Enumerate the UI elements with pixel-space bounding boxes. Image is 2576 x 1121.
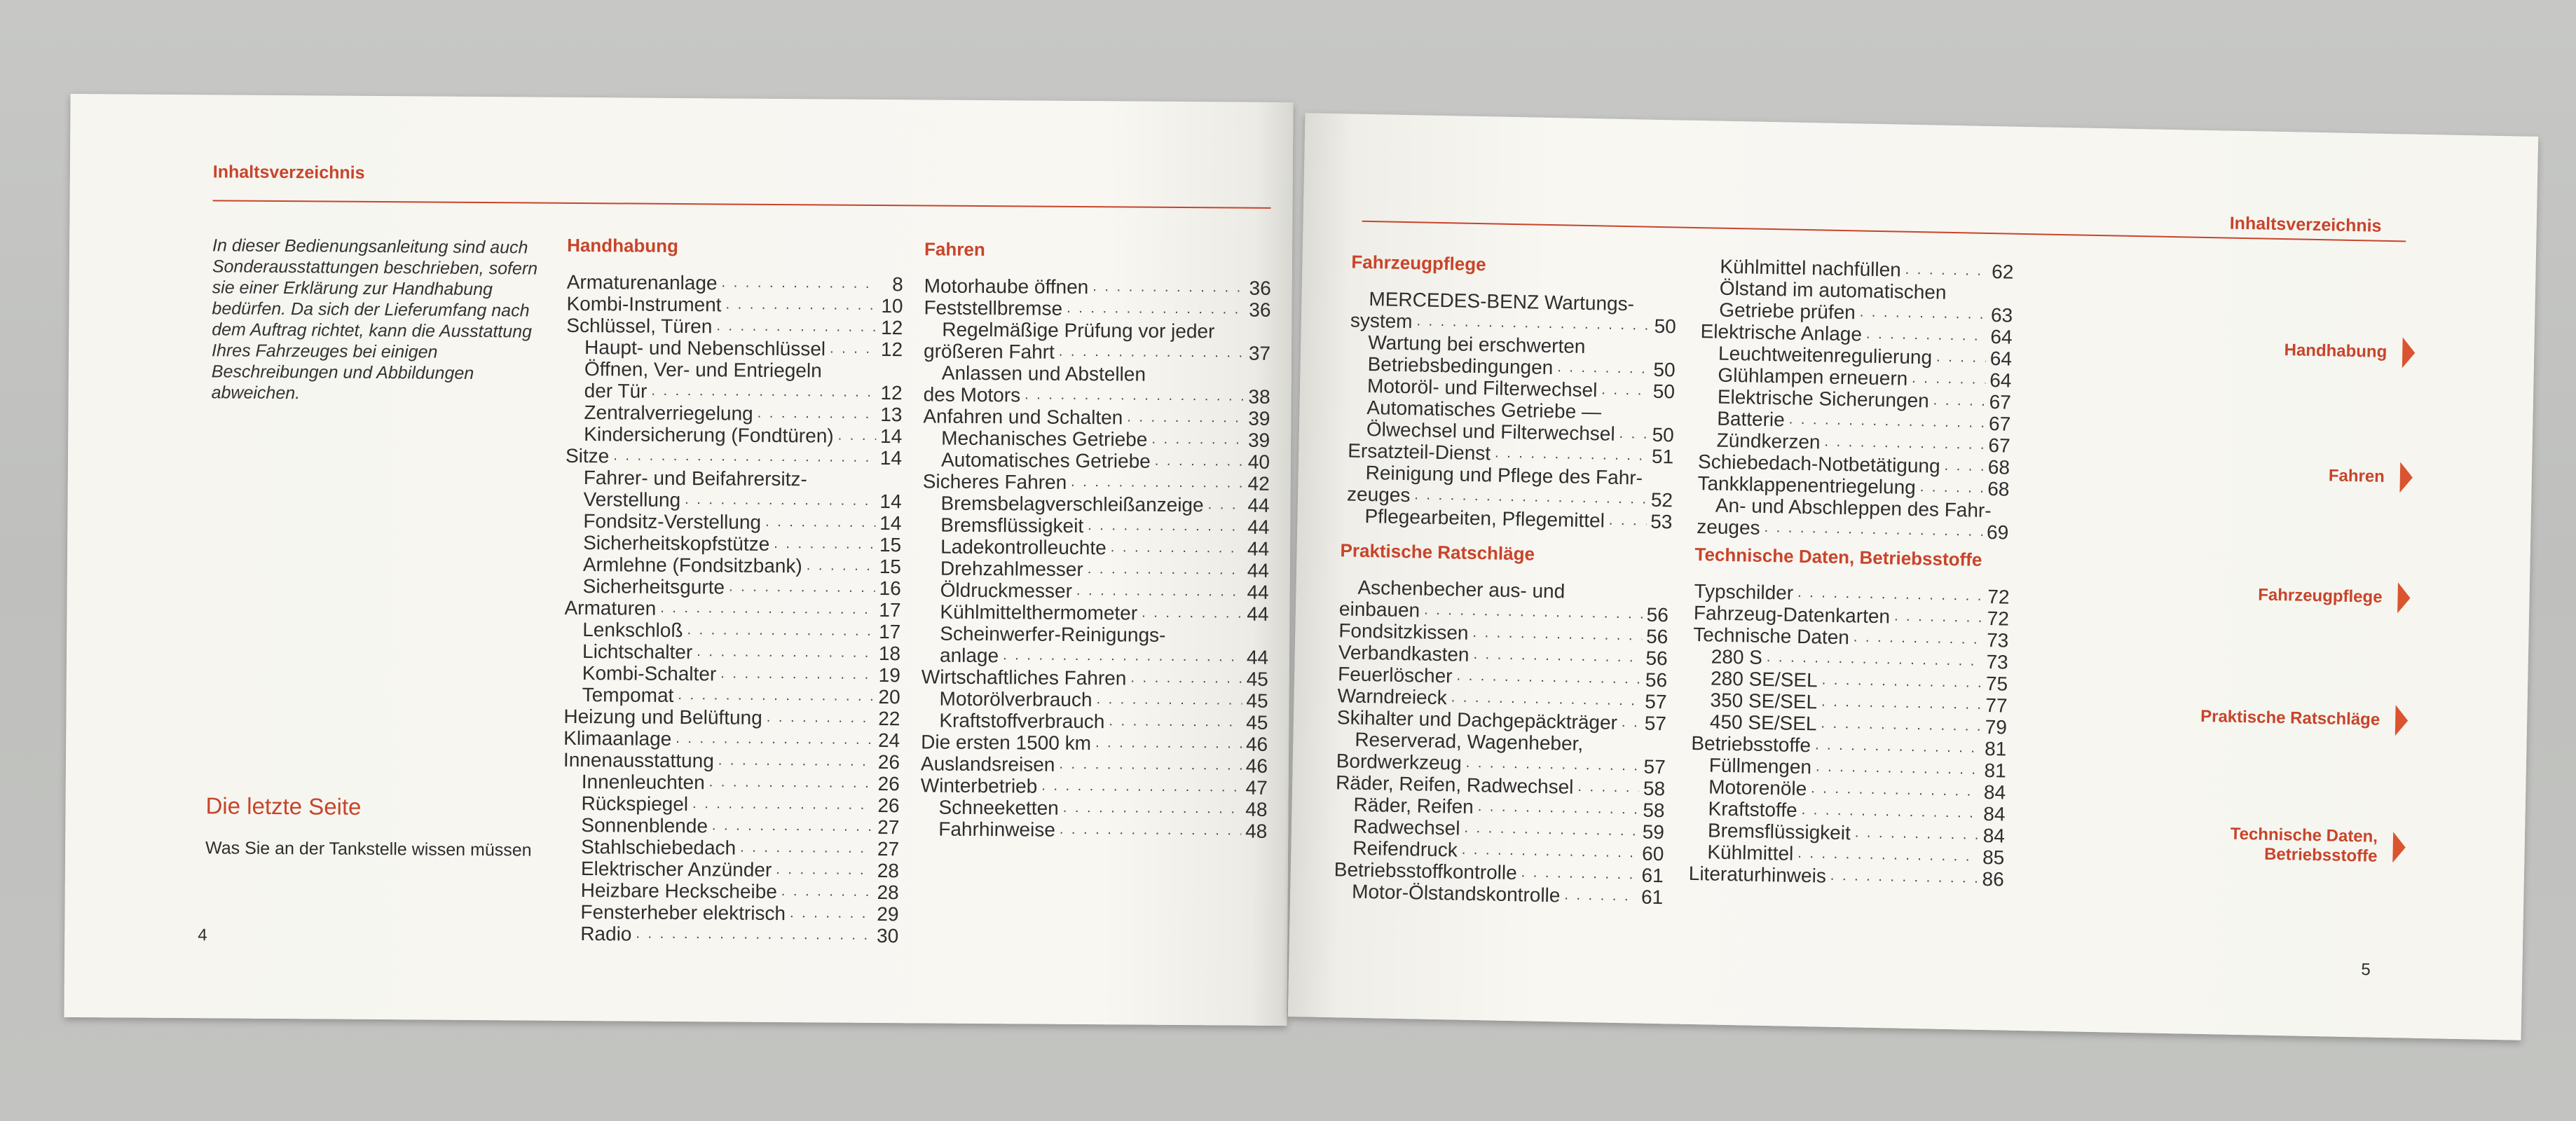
toc-entry-page: 84 xyxy=(1982,824,2006,847)
toc-dot-leader xyxy=(758,400,877,425)
toc-entry-title: Elektrische Sicherungen xyxy=(1717,385,1930,412)
toc-entry xyxy=(922,600,1268,624)
toc-entry-page: 79 xyxy=(1985,716,2008,738)
arrow-right-icon xyxy=(2397,582,2411,613)
toc-entry-title: Wartung bei erschwerten xyxy=(1367,331,1586,357)
toc-entry-page: 15 xyxy=(879,534,902,556)
toc-entry-page: 67 xyxy=(1988,413,2011,435)
toc-list-praktische xyxy=(1334,576,1669,908)
toc-dot-leader xyxy=(1465,750,1639,778)
toc-entry-title: anlage xyxy=(939,644,999,667)
section-title-handhabung: Handhabung xyxy=(567,234,679,256)
toc-entry-page: 50 xyxy=(1653,358,1676,381)
toc-entry-page: 20 xyxy=(878,685,900,708)
toc-entry-page: 16 xyxy=(879,577,901,600)
toc-entry-title: Verbandkasten xyxy=(1338,641,1469,666)
toc-entry-page: 50 xyxy=(1654,315,1677,338)
toc-section-technische xyxy=(1689,544,2010,890)
toc-entry-page: 64 xyxy=(1989,348,2013,370)
toc-entry-title: Auslandsreisen xyxy=(920,752,1055,776)
toc-entry-page: 22 xyxy=(878,707,900,730)
toc-entry-page: 24 xyxy=(877,729,900,752)
arrow-right-icon xyxy=(2392,832,2406,862)
toc-dot-leader xyxy=(636,921,872,947)
toc-entry-page: 28 xyxy=(877,859,900,882)
arrow-right-icon xyxy=(2402,337,2416,368)
toc-entry-title: 450 SE/SEL xyxy=(1709,710,1817,735)
toc-section-fahren xyxy=(920,238,1271,841)
toc-dot-leader xyxy=(1495,440,1648,467)
toc-entry-page: 26 xyxy=(877,772,900,795)
toc-entry-page: 48 xyxy=(1245,820,1268,842)
toc-entry-title: Typschilder xyxy=(1694,580,1794,604)
toc-entry-title: der Tür xyxy=(584,380,648,402)
toc-entry-title: Schneeketten xyxy=(938,796,1059,819)
toc-entry-title: Leuchtweitenregulierung xyxy=(1718,342,1933,369)
toc-entry-title: Bremsflüssigkeit xyxy=(940,514,1084,537)
toc-entry-title: Kindersicherung (Fondtüren) xyxy=(584,423,834,447)
toc-entry-title: Motor-Ölstandskontrolle xyxy=(1351,880,1561,907)
toc-dot-leader xyxy=(1071,469,1244,495)
toc-dot-leader xyxy=(830,335,877,359)
toc-entry-page: 60 xyxy=(1641,842,1664,865)
toc-entry-title: Ölwechsel und Filterwechsel xyxy=(1366,418,1615,445)
toc-entry-title: Warndreieck xyxy=(1337,685,1447,709)
toc-entry-title: zeuges xyxy=(1346,483,1411,507)
toc-entry-title: Sonnenblende xyxy=(581,814,708,837)
toc-entry-title: Fahrzeug-Datenkarten xyxy=(1693,602,1891,628)
toc-entry-title: Anfahren und Schalten xyxy=(923,405,1123,429)
toc-dot-leader xyxy=(1764,514,1982,543)
toc-entry-title: Reifendruck xyxy=(1352,837,1458,861)
toc-entry-page: 77 xyxy=(1985,694,2008,717)
last-page-text: Was Sie an der Tankstelle wissen müssen xyxy=(205,838,532,860)
toc-list-fahren xyxy=(920,275,1271,841)
toc-entry-page: 42 xyxy=(1247,472,1270,495)
toc-entry-page: 17 xyxy=(879,620,901,643)
toc-entry-page: 84 xyxy=(1983,780,2006,804)
toc-entry-title: Aschenbecher aus- und xyxy=(1357,576,1566,603)
toc-entry xyxy=(924,340,1270,364)
toc-entry-title: An- und Abschleppen des Fahr- xyxy=(1715,494,1992,522)
toc-entry xyxy=(920,818,1267,841)
left-page xyxy=(64,94,1293,1026)
toc-entry-title: Betriebsbedingungen xyxy=(1367,353,1554,379)
toc-entry-title: Zündkerzen xyxy=(1716,429,1821,453)
toc-entry-page: 51 xyxy=(1651,445,1674,468)
toc-entry-title: Kühlmittel xyxy=(1707,841,1794,865)
toc-entry-title: Bremsbelagverschleißanzeige xyxy=(940,492,1204,516)
toc-entry-page: 56 xyxy=(1645,647,1668,670)
toc-entry-page: 48 xyxy=(1245,798,1268,820)
toc-section-praktische xyxy=(1334,539,1670,908)
toc-dot-leader xyxy=(1601,376,1649,401)
left-header-rule xyxy=(213,200,1271,209)
toc-entry-page: 45 xyxy=(1246,711,1268,734)
toc-entry-title: Regelmäßige Prüfung vor jeder xyxy=(942,318,1215,343)
toc-entry-page: 56 xyxy=(1646,603,1669,626)
toc-entry-title: Sicheres Fahren xyxy=(922,470,1067,493)
toc-entry-page: 44 xyxy=(1246,646,1269,668)
right-header-title: Inhaltsverzeichnis xyxy=(2229,213,2382,236)
toc-dot-leader xyxy=(1142,600,1242,625)
toc-entry-title: Wirtschaftliches Fahren xyxy=(921,666,1127,689)
toc-list-handhabung xyxy=(562,271,903,947)
toc-entry-title: Heizbare Heckscheibe xyxy=(580,879,777,902)
toc-section-fahrzeugpflege xyxy=(1346,252,1677,533)
toc-entry-title: Armaturenanlage xyxy=(566,270,718,294)
toc-entry-title: 280 S xyxy=(1711,645,1763,668)
toc-entry-title: 280 SE/SEL xyxy=(1710,667,1818,692)
toc-entry-page: 45 xyxy=(1246,689,1268,712)
toc-entry-page: 57 xyxy=(1643,755,1666,778)
toc-entry-page: 13 xyxy=(880,404,903,426)
toc-entry-title: Feststellbremse xyxy=(924,296,1063,319)
toc-entry-title: Getriebe prüfen xyxy=(1718,298,1856,324)
toc-dot-leader xyxy=(1003,642,1242,668)
toc-entry xyxy=(566,336,903,360)
toc-entry-page: 37 xyxy=(1248,342,1271,364)
toc-entry-title: Bordwerkzeug xyxy=(1336,750,1462,774)
toc-dot-leader xyxy=(1451,684,1640,712)
toc-dot-leader xyxy=(1208,491,1244,516)
toc-dot-leader xyxy=(613,442,876,469)
arrow-right-icon xyxy=(2395,705,2409,736)
toc-entry xyxy=(924,296,1270,320)
toc-entry-title: Fensterheber elektrisch xyxy=(580,901,786,925)
toc-entry-title: Kühlmittel nachfüllen xyxy=(1720,255,1902,281)
arrow-right-icon xyxy=(2399,462,2413,493)
toc-entry-page: 53 xyxy=(1650,510,1673,533)
toc-entry-page: 62 xyxy=(1991,261,2014,283)
toc-entry-page: 47 xyxy=(1245,776,1268,799)
toc-entry-page: 44 xyxy=(1247,559,1270,582)
toc-entry-page: 84 xyxy=(1983,802,2006,825)
toc-entry-page: 12 xyxy=(880,338,903,361)
toc-entry-page: 56 xyxy=(1645,668,1668,692)
toc-entry-title: Motorhaube öffnen xyxy=(924,275,1089,298)
toc-entry-page: 30 xyxy=(876,924,899,947)
toc-entry-page: 67 xyxy=(1989,391,2012,413)
toc-entry-title: Mechanisches Getriebe xyxy=(941,427,1148,451)
toc-list-technische xyxy=(1689,580,2010,890)
toc-entry-page: 67 xyxy=(1988,434,2010,457)
toc-entry-title: Klimaanlage xyxy=(563,727,672,750)
toc-entry xyxy=(566,445,902,469)
toc-entry-title: Heizung und Belüftung xyxy=(563,705,762,729)
tab-label-handhabung: Handhabung xyxy=(2284,341,2387,362)
tab-technische[interactable] xyxy=(2230,825,2406,867)
toc-entry-page: 81 xyxy=(1984,759,2007,782)
toc-entry-page: 73 xyxy=(1986,651,2008,673)
toc-entry-title: Füllmengen xyxy=(1708,754,1812,778)
toc-entry-title: Kombi-Schalter xyxy=(582,662,717,685)
toc-entry-title: Verstellung xyxy=(583,488,681,511)
toc-entry-page: 68 xyxy=(1987,456,2010,479)
toc-entry-page: 50 xyxy=(1652,380,1676,403)
toc-section-continued xyxy=(1697,255,2014,543)
toc-entry xyxy=(1334,880,1664,908)
toc-entry-title: Pflegearbeiten, Pflegemittel xyxy=(1364,504,1605,532)
toc-entry-title: system xyxy=(1350,309,1413,333)
toc-entry-title: Öffnen, Ver- und Entriegeln xyxy=(584,358,822,382)
toc-entry-title: Lichtschalter xyxy=(582,640,693,663)
toc-entry-title: MERCEDES-BENZ Wartungs- xyxy=(1369,288,1635,315)
toc-entry-page: 81 xyxy=(1984,738,2007,760)
toc-dot-leader xyxy=(1059,338,1245,364)
toc-entry-title: Motorenöle xyxy=(1708,776,1807,800)
toc-entry-title: des Motors xyxy=(923,383,1021,406)
toc-entry-title: Kombi-Instrument xyxy=(566,292,722,316)
toc-entry-page: 52 xyxy=(1650,488,1673,511)
toc-entry-title: einbauen xyxy=(1338,598,1420,621)
toc-entry-title: Feuerlöscher xyxy=(1337,663,1453,687)
tab-handhabung[interactable] xyxy=(2284,335,2415,369)
toc-entry-title: Sicherheitsgurte xyxy=(582,575,725,598)
tab-praktische[interactable] xyxy=(2200,701,2409,736)
toc-dot-leader xyxy=(1067,295,1245,321)
toc-entry-title: Räder, Reifen, Radwechsel xyxy=(1335,771,1574,798)
toc-entry-page: 73 xyxy=(1986,629,2009,652)
toc-entry-page: 61 xyxy=(1641,864,1664,887)
toc-entry-title: Skihalter und Dachgepäckträger xyxy=(1336,706,1618,734)
toc-entry-title: Anlassen und Abstellen xyxy=(941,362,1146,385)
toc-entry-page: 28 xyxy=(877,881,899,904)
toc-list-continued xyxy=(1697,255,2014,543)
toc-entry-title: Fondsitz-Verstellung xyxy=(583,510,762,533)
toc-entry-page: 57 xyxy=(1644,712,1667,735)
toc-entry-title: Öldruckmesser xyxy=(940,579,1073,602)
toc-entry-title: Kühlmittelthermometer xyxy=(940,600,1138,624)
toc-entry-page: 46 xyxy=(1245,733,1268,755)
toc-entry-title: Tempomat xyxy=(582,684,674,706)
toc-entry-title: Elektrische Anlage xyxy=(1700,320,1863,345)
toc-entry-title: Ersatzteil-Dienst xyxy=(1348,439,1491,465)
page-number-left: 4 xyxy=(198,926,207,945)
toc-entry-page: 19 xyxy=(878,663,900,687)
toc-dot-leader xyxy=(1905,256,1987,282)
toc-entry-page: 86 xyxy=(1982,867,2005,890)
toc-entry-title: Zentralverriegelung xyxy=(584,401,753,425)
toc-entry-page: 36 xyxy=(1249,277,1271,299)
tab-label-fahren: Fahren xyxy=(2328,466,2385,486)
toc-entry-page: 61 xyxy=(1640,886,1664,909)
toc-entry-title: Ölstand im automatischen xyxy=(1719,277,1947,303)
toc-entry-title: Fahrer- und Beifahrersitz- xyxy=(583,467,807,490)
page-number-right: 5 xyxy=(2361,960,2371,979)
toc-entry-title: Armaturen xyxy=(564,596,657,619)
toc-entry-page: 27 xyxy=(877,816,900,839)
toc-entry-title: Ladekontrolleuchte xyxy=(940,535,1107,559)
toc-entry-page: 64 xyxy=(1989,369,2012,392)
toc-entry-page: 72 xyxy=(1987,586,2010,608)
toc-dot-leader xyxy=(1609,507,1647,532)
toc-entry-page: 14 xyxy=(879,512,902,535)
toc-entry-title: Winterbetrieb xyxy=(920,774,1038,797)
toc-entry-page: 56 xyxy=(1645,625,1669,648)
toc-entry-title: Die ersten 1500 km xyxy=(921,731,1092,755)
toc-entry-title: Betriebsstoffkontrolle xyxy=(1334,858,1518,884)
toc-entry-title: Kraftstoffverbrauch xyxy=(939,709,1105,733)
section-title-praktische: Praktische Ratschläge xyxy=(1340,539,1535,565)
toc-entry-page: 29 xyxy=(877,902,899,926)
toc-entry-page: 44 xyxy=(1247,603,1269,625)
toc-entry-title: Bremsflüssigkeit xyxy=(1707,819,1851,844)
toc-entry-title: Reserverad, Wagenheber, xyxy=(1355,728,1584,755)
toc-entry-title: Scheinwerfer-Reinigungs- xyxy=(940,622,1166,646)
toc-entry-title: Batterie xyxy=(1716,407,1786,431)
toc-entry-page: 40 xyxy=(1247,451,1270,473)
toc-entry-page: 46 xyxy=(1245,755,1268,777)
toc-entry-title: Betriebsstoffe xyxy=(1691,731,1811,757)
toc-entry-title: Schiebedach-Notbetätigung xyxy=(1697,451,1940,477)
toc-entry-page: 44 xyxy=(1247,581,1269,603)
toc-entry-page: 68 xyxy=(1987,478,2010,500)
toc-entry-title: Lenkschloß xyxy=(582,619,683,642)
toc-entry-title: Kraftstoffe xyxy=(1708,797,1797,821)
toc-dot-leader xyxy=(1797,579,1984,607)
tab-fahrzeugpflege[interactable] xyxy=(2258,579,2411,613)
toc-entry-title: Haupt- und Nebenschlüssel xyxy=(584,336,826,360)
toc-entry-title: Rückspiegel xyxy=(581,792,689,816)
toc-entry xyxy=(1697,516,2009,544)
toc-entry-page: 39 xyxy=(1247,429,1270,451)
toc-entry-page: 26 xyxy=(877,794,900,817)
right-page xyxy=(1288,113,2538,1040)
toc-dot-leader xyxy=(1060,816,1242,842)
toc-entry-page: 14 xyxy=(879,447,903,469)
toc-entry xyxy=(1346,504,1673,532)
tab-label-technische: Technische Daten, Betriebsstoffe xyxy=(2230,824,2378,866)
toc-entry-title: Innenleuchten xyxy=(581,771,705,794)
intro-text: In dieser Bedienungsanleitung sind auch Sonderausstattungen beschrieben, sofern sie einer Erklärung zur Handhabung bedürfen. Da sich der Lieferumfang nach dem Auftrag richtet, kann die Ausstattung Ihres Fahrzeuges bei einigen Beschreibungen und Abbildungen abweichen. xyxy=(211,235,538,404)
toc-dot-leader xyxy=(716,312,877,338)
toc-entry-title: zeuges xyxy=(1697,516,1760,539)
toc-entry-page: 14 xyxy=(879,490,902,513)
section-title-technische: Technische Daten, Betriebsstoffe xyxy=(1694,544,1982,570)
toc-dot-leader xyxy=(1830,862,1978,890)
toc-entry-title: Radio xyxy=(580,923,632,945)
toc-entry-title: größeren Fahrt xyxy=(923,340,1055,363)
toc-entry-page: 63 xyxy=(1990,304,2013,326)
toc-entry-page: 15 xyxy=(879,555,902,578)
toc-dot-leader xyxy=(1622,709,1640,734)
toc-entry-title: Fondsitzkissen xyxy=(1338,619,1469,644)
toc-entry-title: Schlüssel, Türen xyxy=(566,314,713,338)
toc-entry-title: Radwechsel xyxy=(1352,815,1460,839)
toc-entry-page: 44 xyxy=(1247,516,1270,538)
toc-entry-page: 14 xyxy=(879,425,903,448)
toc-section-handhabung xyxy=(562,235,903,947)
section-title-fahren: Fahren xyxy=(924,238,985,261)
toc-entry-page: 12 xyxy=(881,317,903,339)
toc-entry-page: 38 xyxy=(1248,385,1270,408)
toc-entry-title: Armlehne (Fondsitzbank) xyxy=(582,553,802,577)
toc-entry-page: 69 xyxy=(1986,521,2009,544)
toc-entry-page: 26 xyxy=(877,750,900,773)
toc-entry-page: 59 xyxy=(1642,820,1665,844)
last-page-title: Die letzte Seite xyxy=(205,792,362,820)
tab-fahren[interactable] xyxy=(2328,460,2413,493)
toc-entry-page: 57 xyxy=(1645,690,1667,713)
toc-entry-title: 350 SE/SEL xyxy=(1710,689,1818,713)
section-title-fahrzeugpflege: Fahrzeugpflege xyxy=(1351,251,1486,275)
toc-entry-title: Literaturhinweis xyxy=(1688,862,1827,887)
toc-entry-page: 58 xyxy=(1643,799,1665,822)
toc-entry-title: Motoröl- und Filterwechsel xyxy=(1366,374,1598,401)
toc-entry-title: Tankklappenentriegelung xyxy=(1697,472,1917,499)
toc-entry-title: Sicherheitskopfstütze xyxy=(583,532,770,555)
toc-entry-title: Innenausstattung xyxy=(563,748,714,772)
toc-entry xyxy=(1689,862,2005,890)
toc-entry-page: 44 xyxy=(1247,537,1270,560)
toc-entry-page: 8 xyxy=(892,273,903,296)
toc-entry-title: Automatisches Getriebe xyxy=(940,448,1151,472)
toc-entry-title: Stahlschiebedach xyxy=(581,836,737,859)
toc-entry-page: 10 xyxy=(881,295,903,317)
toc-list-fahrzeugpflege xyxy=(1346,288,1676,533)
toc-entry-page: 39 xyxy=(1248,407,1270,429)
toc-entry-title: Motorölverbrauch xyxy=(939,687,1092,711)
tab-label-fahrzeugpflege: Fahrzeugpflege xyxy=(2257,585,2383,607)
toc-entry-page: 75 xyxy=(1985,673,2008,695)
toc-entry-title: Elektrischer Anzünder xyxy=(580,858,772,881)
toc-entry-page: 44 xyxy=(1247,494,1270,516)
toc-entry-page: 17 xyxy=(879,598,901,621)
toc-entry-title: Reinigung und Pflege des Fahr- xyxy=(1365,461,1643,489)
toc-entry-page: 18 xyxy=(878,642,901,665)
toc-entry-page: 12 xyxy=(880,382,903,404)
tab-label-praktische: Praktische Ratschläge xyxy=(2200,706,2380,729)
left-header-title: Inhaltsverzeichnis xyxy=(212,162,365,183)
toc-entry-title: Räder, Reifen xyxy=(1353,793,1474,818)
toc-entry-page: 64 xyxy=(1990,326,2013,348)
toc-dot-leader xyxy=(1824,429,1985,456)
toc-entry-title: Glühlampen erneuern xyxy=(1718,364,1908,390)
toc-dot-leader xyxy=(1866,321,1987,348)
toc-entry-page: 36 xyxy=(1249,298,1271,321)
toc-entry-page: 72 xyxy=(1987,607,2010,630)
toc-entry-title: Fahrhinweise xyxy=(938,818,1055,841)
toc-entry-title: Technische Daten xyxy=(1693,623,1850,649)
toc-entry-page: 27 xyxy=(877,837,900,860)
toc-dot-leader xyxy=(1564,882,1637,908)
toc-dot-leader xyxy=(1920,474,1984,500)
toc-entry-page: 58 xyxy=(1643,777,1666,800)
toc-entry xyxy=(562,923,898,947)
toc-entry-title: Sitze xyxy=(565,444,610,467)
toc-entry-page: 45 xyxy=(1246,668,1268,690)
toc-entry-page: 50 xyxy=(1652,423,1675,446)
toc-entry-title: Automatisches Getriebe — xyxy=(1366,396,1602,423)
toc-entry-title: Drehzahlmesser xyxy=(940,557,1083,581)
toc-entry-page: 85 xyxy=(1982,846,2005,869)
